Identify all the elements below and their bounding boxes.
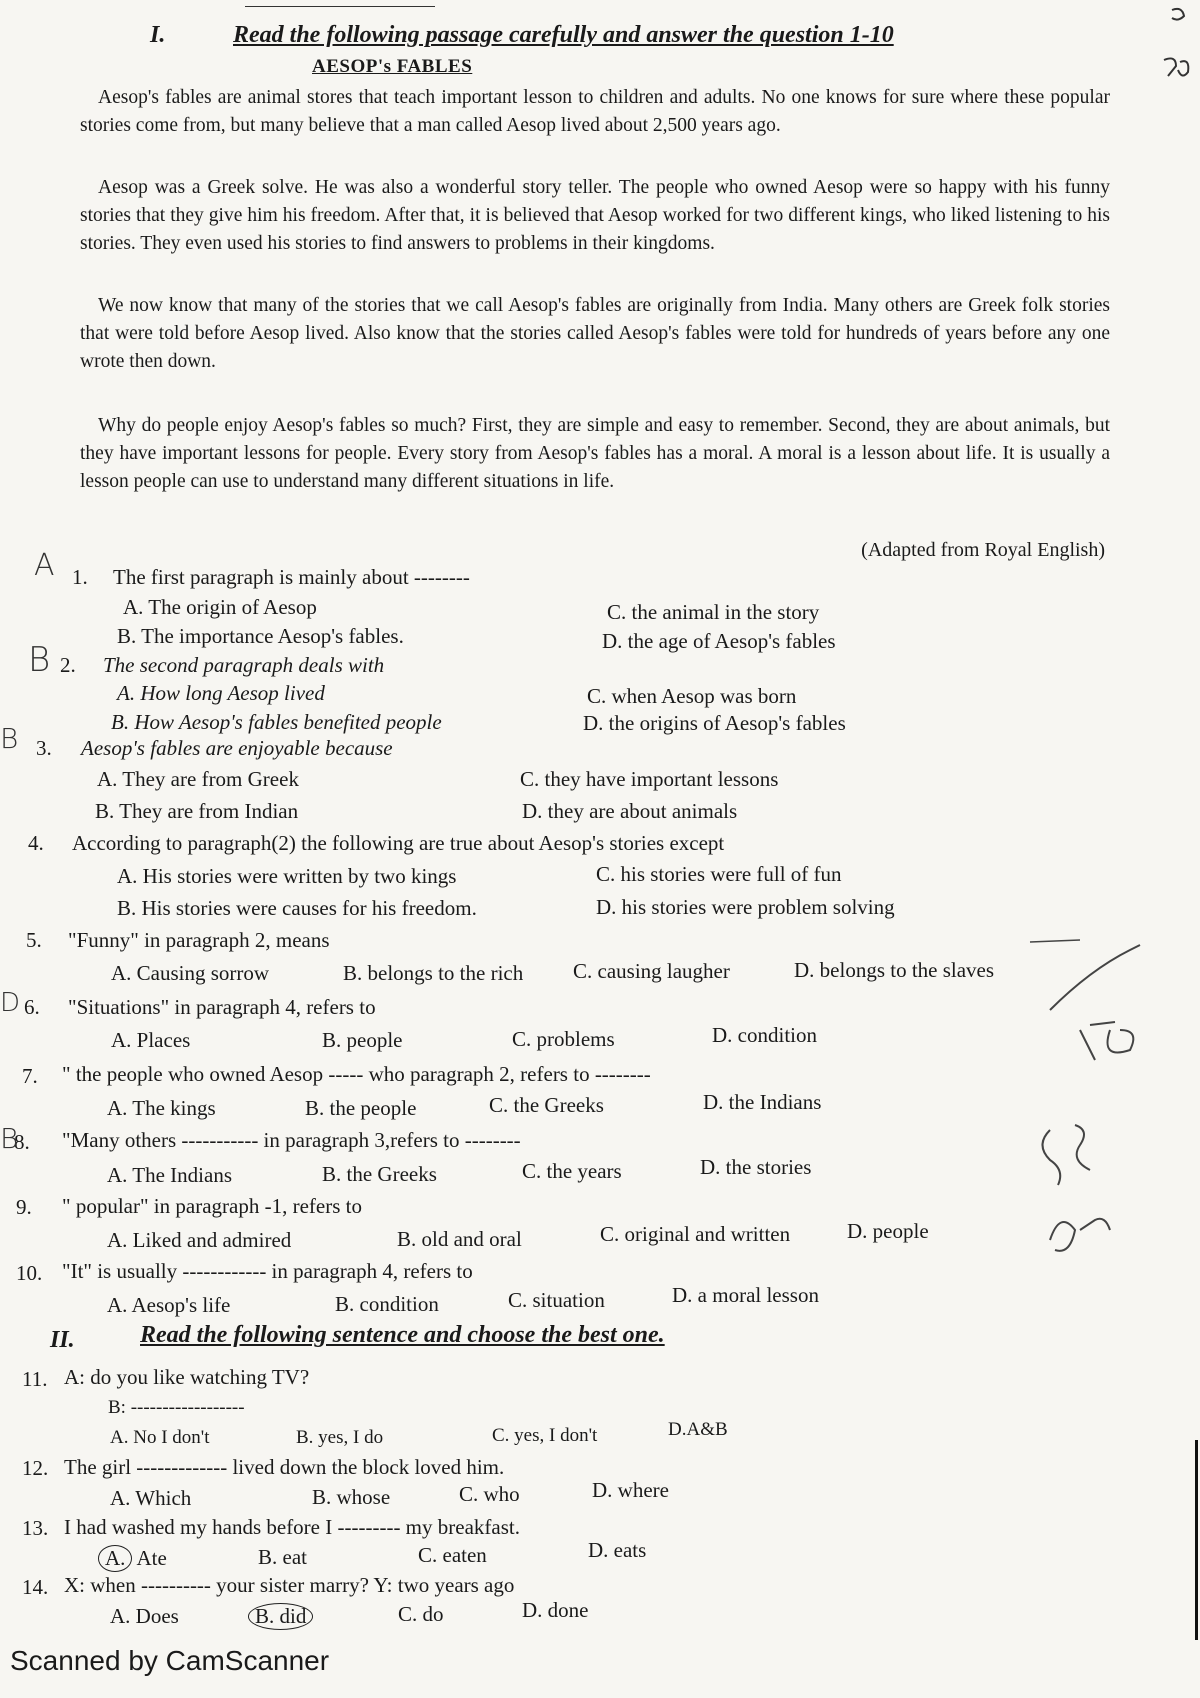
- option-c: C. causing laugher: [573, 959, 730, 983]
- option-b: B. They are from Indian: [95, 799, 299, 823]
- option-c: C. do: [398, 1602, 444, 1626]
- option-c: C. original and written: [600, 1222, 791, 1246]
- question-number: 11.: [22, 1367, 48, 1391]
- option-c: C. yes, I don't: [492, 1425, 598, 1446]
- option-c: C. the Greeks: [489, 1093, 604, 1117]
- option-a: A. The Indians: [107, 1163, 233, 1187]
- option-b: B. belongs to the rich: [343, 961, 524, 985]
- option-d: D. his stories were problem solving: [596, 895, 895, 919]
- question-number: 14.: [22, 1575, 49, 1599]
- section-2-number: II.: [50, 1327, 75, 1353]
- circled-answer: B. did: [248, 1603, 313, 1630]
- handwritten-answer-q1: A: [34, 548, 55, 583]
- option-b: B. the Greeks: [322, 1162, 437, 1186]
- option-d: D. they are about animals: [522, 799, 738, 823]
- option-c: C. the years: [522, 1159, 622, 1183]
- question-number: 12.: [22, 1456, 49, 1480]
- question-text: I had washed my hands before I --------- my breakfast.: [64, 1515, 520, 1539]
- top-rule: [245, 6, 435, 7]
- option-a: A. Ate: [98, 1545, 167, 1572]
- question-text: "Many others ----------- in paragraph 3,refers to --------: [62, 1128, 521, 1152]
- question-number: 6.: [24, 995, 40, 1019]
- question-text: "Situations" in paragraph 4, refers to: [68, 995, 376, 1019]
- question-text: Aesop's fables are enjoyable because: [81, 736, 393, 760]
- option-c: C. problems: [512, 1027, 615, 1051]
- question-number: 5.: [26, 928, 42, 952]
- option-b: B. yes, I do: [296, 1427, 384, 1448]
- handwritten-answer-q2: B: [28, 640, 51, 680]
- section-1-number: I.: [150, 22, 166, 48]
- question-text: " the people who owned Aesop ----- who paragraph 2, refers to --------: [62, 1062, 651, 1086]
- option-d: D. the stories: [700, 1155, 812, 1179]
- section-2-instruction: Read the following sentence and choose the best one.: [140, 1322, 665, 1348]
- circled-answer: A.: [98, 1545, 132, 1572]
- option-b: B. old and oral: [397, 1227, 522, 1251]
- option-b: B. people: [322, 1028, 403, 1052]
- question-number: 4.: [28, 831, 44, 855]
- question-text: The girl ------------- lived down the block loved him.: [64, 1455, 505, 1479]
- handwritten-answer-q3: B: [0, 722, 19, 755]
- question-text: " popular" in paragraph -1, refers to: [62, 1194, 362, 1218]
- option-a: A. Does: [110, 1604, 179, 1628]
- question-response-line: B: ------------------: [108, 1397, 245, 1418]
- option-a: A. His stories were written by two kings: [117, 864, 457, 888]
- question-text: X: when ---------- your sister marry? Y: two years ago: [64, 1573, 515, 1597]
- option-c: C. the animal in the story: [607, 600, 820, 624]
- passage-source: (Adapted from Royal English): [861, 539, 1105, 561]
- option-d: D. a moral lesson: [672, 1283, 819, 1307]
- question-text: According to paragraph(2) the following are true about Aesop's stories except: [72, 831, 725, 855]
- option-b: B. The importance Aesop's fables.: [117, 624, 404, 648]
- option-d: D. eats: [588, 1538, 647, 1562]
- option-c: C. who: [459, 1482, 520, 1506]
- question-text: "It" is usually ------------ in paragraph 4, refers to: [62, 1259, 473, 1283]
- option-d: D. people: [847, 1219, 929, 1243]
- option-a: A. Liked and admired: [107, 1228, 292, 1252]
- option-c: C. situation: [508, 1288, 605, 1312]
- option-c: C. his stories were full of fun: [596, 862, 842, 886]
- question-text: A: do you like watching TV?: [64, 1365, 310, 1389]
- handwritten-answer-q6: D: [0, 988, 21, 1018]
- option-b: B. whose: [312, 1485, 391, 1509]
- question-number: 9.: [16, 1195, 32, 1219]
- option-d: D. done: [522, 1598, 589, 1622]
- passage-paragraph-4: Why do people enjoy Aesop's fables so much? First, they are simple and easy to remember. Second, they are about animals, but they have important lessons for people. Every story from Aesop's fables has a moral. A moral is a lesson about life. It is usually a lesson people can use to understand many different situations in life.: [80, 415, 1110, 492]
- section-1-instruction: Read the following passage carefully and answer the question 1-10: [233, 22, 894, 48]
- option-a: A. Aesop's life: [107, 1293, 231, 1317]
- option-c: C. eaten: [418, 1543, 487, 1567]
- passage-title: AESOP's FABLES: [312, 56, 473, 77]
- option-a: A. No I don't: [110, 1427, 210, 1448]
- option-b: B. His stories were causes for his freedom.: [117, 896, 477, 920]
- question-number: 1.: [72, 565, 88, 589]
- option-a: A. Causing sorrow: [111, 961, 270, 985]
- option-a: A. The origin of Aesop: [123, 595, 317, 619]
- option-c: C. when Aesop was born: [587, 684, 797, 708]
- question-number: 8.: [14, 1130, 30, 1154]
- option-d: D. the origins of Aesop's fables: [583, 711, 846, 735]
- passage-paragraph-3: We now know that many of the stories that we call Aesop's fables are originally from India. Many others are Greek folk stories that were told before Aesop lived. Also know that the stories called Aesop's fables were told for hundreds of years before any one wrote then down.: [80, 295, 1110, 372]
- scanner-watermark: Scanned by CamScanner: [10, 1645, 330, 1676]
- margin-scribbles: [1020, 930, 1200, 1260]
- option-d: D. condition: [712, 1023, 817, 1047]
- question-number: 13.: [22, 1516, 49, 1540]
- option-b: B. How Aesop's fables benefited people: [111, 710, 442, 734]
- question-text: "Funny" in paragraph 2, means: [68, 928, 330, 952]
- handwritten-answer-q8: B: [0, 1122, 19, 1155]
- option-d: D.A&B: [668, 1419, 728, 1440]
- option-a: A. Places: [111, 1028, 191, 1052]
- option-a: A. The kings: [107, 1096, 216, 1120]
- option-b: B. the people: [305, 1096, 417, 1120]
- question-text: The first paragraph is mainly about --------: [113, 565, 470, 589]
- question-number: 2.: [60, 653, 76, 677]
- question-number: 7.: [22, 1064, 38, 1088]
- option-d: D. the Indians: [703, 1090, 822, 1114]
- option-d: D. where: [592, 1478, 669, 1502]
- option-b: B. condition: [335, 1292, 439, 1316]
- scan-edge: [1195, 1440, 1198, 1640]
- option-d: D. belongs to the slaves: [794, 958, 995, 982]
- question-number: 3.: [36, 736, 52, 760]
- option-b: [248, 1603, 313, 1630]
- option-b: B. eat: [258, 1545, 307, 1569]
- option-d: D. the age of Aesop's fables: [602, 629, 836, 653]
- corner-mark: [1160, 0, 1200, 100]
- option-a: A. They are from Greek: [97, 767, 299, 791]
- option-a: A. Which: [110, 1486, 192, 1510]
- passage-paragraph-2: Aesop was a Greek solve. He was also a wonderful story teller. The people who owned Aesop were so happy with his funny stories that they give him his freedom. After that, it is believed that Aesop worked for two different kings, who liked listening to his stories. They even used his stories to find answers to problems in their kingdoms.: [80, 177, 1110, 254]
- passage-paragraph-1: Aesop's fables are animal stores that teach important lesson to children and adults. No one knows for sure where these popular stories come from, but many believe that a man called Aesop lived about 2,500 years ago.: [80, 87, 1110, 136]
- option-a: A. How long Aesop lived: [117, 681, 325, 705]
- question-text: The second paragraph deals with: [103, 653, 385, 677]
- option-c: C. they have important lessons: [520, 767, 779, 791]
- question-number: 10.: [16, 1261, 43, 1285]
